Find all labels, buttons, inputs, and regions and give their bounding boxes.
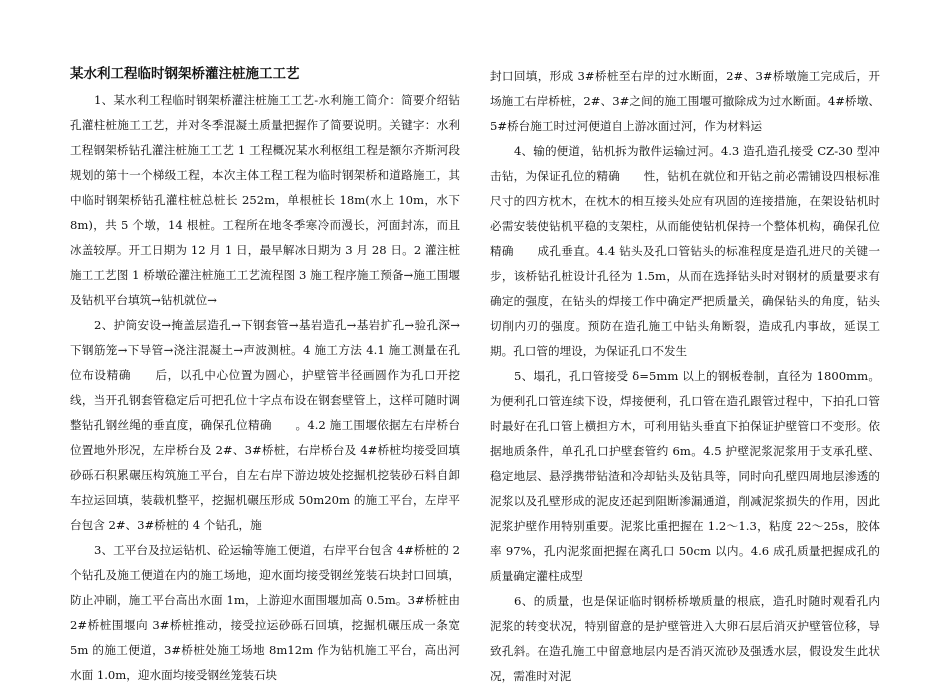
document-title: 某水利工程临时钢架桥灌注桩施工工艺 — [70, 66, 300, 82]
paragraph-2: 2、护筒安设→掩盖层造孔→下钢套管→基岩造孔→基岩扩孔→验孔深→下钢筋笼→下导管→浇注混凝土→声波测桩。4 施工方法 4.1 施工测量在孔位布设精确 后，以孔中心位置为圆心，护壁管半径画圆作为孔口开挖线，当开孔钢套管稳定后可把孔位十字点布设在钢套壁管上，这样可随时调整钻孔钢丝绳的垂直度，确保孔位精确 。4.2 施工围堰依据左右岸桥台位置地外形况，左岸桥台及 2#、3#桥桩，右岸桥台及 4#桥桩均接受回填砂砾石积累碾压构筑施工平台，自左右岸下游边坡处挖掘机挖装砂石料自卸车拉运回填，装载机整平，挖掘机碾压形成 50m20m 的施工平台，左岸平台包含 2#、3#桥桩的 4 个钻孔，施 — [70, 318, 460, 532]
paragraph-5: 5、塌孔，孔口管接受 δ=5mm 以上的钢板卷制，直径为 1800mm。为便利孔口管连续下设，焊接便利，孔口管在造孔跟管过程中，下拍孔口管时最好在孔口管上横担方木，可利用钻头垂直下拍保证护壁管口不变形。依据地质条件，单孔孔口护壁套管约 6m。4.5 护壁泥浆泥浆用于支承孔壁、稳定地层、悬浮携带钻渣和冷却钻头及钻具等，同时向孔壁四周地层渗透的泥浆以及孔壁形成的泥皮还起到阻断渗漏通道，削减泥浆损失的作用，因此泥浆护壁作用特别重要。泥浆比重把握在 1.2～1.3，粘度 22～25s，胶体率 97%，孔内泥浆面把握在离孔口 50cm 以内。4.6 成孔质量把握成孔的质量确定灌柱成型 — [490, 369, 880, 583]
paragraph-6: 6、的质量，也是保证临时钢桥桥墩质量的根底，造孔时随时观看孔内泥浆的转变状况，特别留意的是护壁管进入大卵石层后消灭护壁管位移，导致孔斜。在造孔施工中留意地层内是否消灭流砂及强透水层，假设发生此状况，需准时对泥 — [490, 594, 880, 683]
paragraph-1: 1、某水利工程临时钢架桥灌注桩施工工艺-水利施工简介：简要介绍钻孔灌柱桩施工工艺，并对冬季混凝土质量把握作了简要说明。关键字：水利工程钢架桥钻孔灌注桩施工工艺 1 工程概况某水利枢组工程是额尔齐斯河段规划的第十一个梯级工程，本次主体工程工程为临时钢架桥和道路施工，其中临时钢架桥钻孔灌柱桩总桩长 252m，单根桩长 18m(水上 10m，水下 8m)，共 5 个墩，14 根桩。工程所在地冬季寒冷而漫长，河面封冻，而且冰盖较厚。开工日期为 12 月 1 日，最早解冰日期为 3 月 28 日。2 灌注桩施工工艺图 1 桥墩砼灌注桩施工工艺流程图 3 施工程序施工预备→施工围堰及钻机平台填筑→钻机就位→ — [70, 93, 460, 307]
paragraph-4: 4、输的便道，钻机拆为散件运输过河。4.3 造孔造孔接受 CZ-30 型冲击钻，为保证孔位的精确 性，钻机在就位和开钻之前必需铺设四根标准尺寸的四方枕木，在枕木的相互接头处应有巩固的连接措施，在架设钻机时必需安装使钻机平稳的支架柱，从而能使钻机保持一个整体机构，确保孔位精确 成孔垂直。4.4 钻头及孔口管钻头的标准程度是造孔进尺的关键一步，该桥钻孔桩设计孔径为 1.5m，从而在选择钻头时对钢材的质量要求有确定的强度，在钻头的焊接工作中确定严把质量关，确保钻头的角度，钻头切削内刃的强度。预防在造孔施工中钻头角断裂，造成孔内事故，延误工期。孔口管的埋设，为保证孔口不发生 — [490, 144, 880, 358]
paragraph-continuation: 封口回填，形成 3#桥桩至右岸的过水断面，2#、3#桥墩施工完成后，开场施工右岸桥桩，2#、3#之间的施工围堰可撤除成为过水断面。4#桥墩、5#桥台施工时过河便道自上游冰面过河，作为材料运 — [490, 69, 880, 133]
paragraph-3: 3、工平台及拉运钻机、砼运输等施工便道，右岸平台包含 4#桥桩的 2 个钻孔及施工便道在内的施工场地，迎水面均接受钢丝笼装石块封口回填，防止冲刷，施工平台高出水面 1m，上游迎水面围堰加高 0.5m。3#桥桩由 2#桥桩围堰向 3#桥桩推动，接受拉运砂砾石回填，挖掘机碾压成一条宽 5m 的施工便道，3#桥桩处施工场地 8m12m 作为钻机施工平台，高出河水面 1.0m，迎水面均接受钢丝笼装石块 — [70, 543, 460, 682]
left-column — [70, 62, 460, 688]
right-column — [490, 64, 880, 689]
